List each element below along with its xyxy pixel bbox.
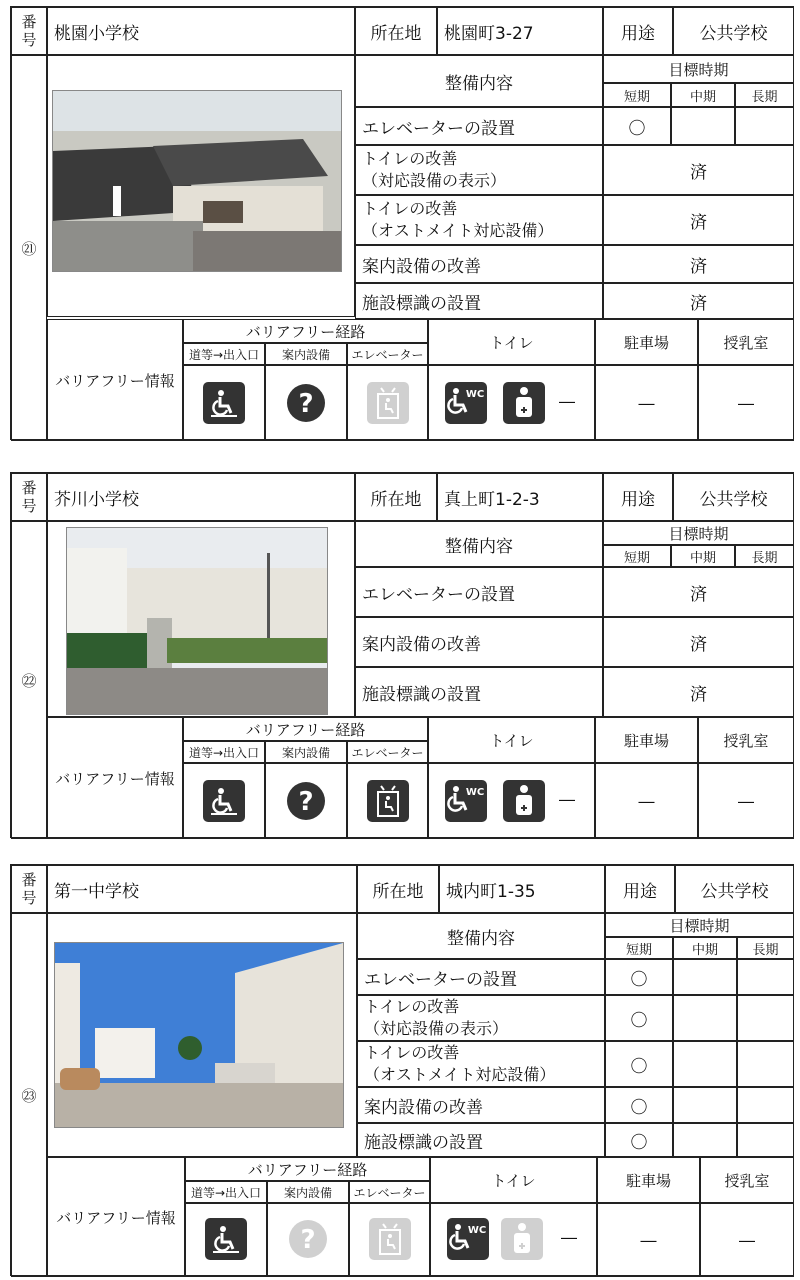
school-photo bbox=[54, 942, 344, 1128]
work-header: 整備内容 bbox=[355, 55, 603, 107]
wheelchair-icon bbox=[203, 382, 245, 424]
work-item: エレベーターの設置 bbox=[355, 107, 603, 145]
photo-frame bbox=[47, 55, 355, 317]
work-item: トイレの改善 （オストメイト対応設備） bbox=[355, 195, 603, 245]
bf-info-label: バリアフリー情報 bbox=[47, 717, 183, 839]
facility-name: 第一中学校 bbox=[47, 865, 357, 913]
use-label: 用途 bbox=[603, 7, 673, 55]
work-item: トイレの改善 （対応設備の表示） bbox=[357, 995, 605, 1041]
toilet-dash: ― bbox=[561, 1228, 577, 1247]
wheelchair-icon bbox=[205, 1218, 247, 1260]
location-label: 所在地 bbox=[355, 473, 437, 521]
location-value: 桃園町3-27 bbox=[437, 7, 603, 55]
done-mark: 済 bbox=[603, 283, 794, 319]
toilet-dash: ― bbox=[559, 790, 575, 809]
location-label: 所在地 bbox=[355, 7, 437, 55]
guide-cell bbox=[265, 763, 347, 839]
ostomate-icon bbox=[503, 382, 545, 424]
target-header: 目標時期 bbox=[603, 521, 794, 545]
facility-name: 桃園小学校 bbox=[47, 7, 355, 55]
elevator-header: エレベーター bbox=[349, 1181, 430, 1203]
use-value: 公共学校 bbox=[675, 865, 794, 913]
work-item: 案内設備の改善 bbox=[355, 617, 603, 667]
short-mark: 〇 bbox=[605, 995, 673, 1041]
number-label: 番 号 bbox=[11, 473, 47, 521]
short-mark: 〇 bbox=[605, 1041, 673, 1087]
toilet-cell bbox=[430, 1203, 597, 1277]
short-mark: 〇 bbox=[605, 959, 673, 995]
short-header: 短期 bbox=[605, 937, 673, 959]
mid-mark bbox=[673, 995, 737, 1041]
nursing-header: 授乳室 bbox=[700, 1157, 794, 1203]
done-mark: 済 bbox=[603, 617, 794, 667]
guide-header: 案内設備 bbox=[267, 1181, 349, 1203]
mid-header: 中期 bbox=[671, 545, 735, 567]
long-mark bbox=[737, 1123, 794, 1157]
mid-mark bbox=[673, 959, 737, 995]
done-mark: 済 bbox=[603, 567, 794, 617]
question-icon bbox=[287, 1218, 329, 1260]
route-header: バリアフリー経路 bbox=[183, 319, 428, 343]
mid-mark bbox=[673, 1123, 737, 1157]
toilet-header: トイレ bbox=[428, 717, 595, 763]
use-label: 用途 bbox=[603, 473, 673, 521]
elevator-cell bbox=[347, 365, 428, 441]
number-label: 番 号 bbox=[11, 7, 47, 55]
use-label: 用途 bbox=[605, 865, 675, 913]
school-photo bbox=[52, 90, 342, 272]
road-cell bbox=[183, 763, 265, 839]
work-item: 施設標識の設置 bbox=[355, 667, 603, 717]
long-mark bbox=[737, 959, 794, 995]
bf-info-label: バリアフリー情報 bbox=[47, 319, 183, 441]
done-mark: 済 bbox=[603, 195, 794, 245]
ostomate-icon bbox=[501, 1218, 543, 1260]
facility-card-22 bbox=[10, 472, 794, 838]
elevator-header: エレベーター bbox=[347, 343, 428, 365]
photo-frame bbox=[47, 913, 357, 1157]
done-mark: 済 bbox=[603, 145, 794, 195]
elevator-icon bbox=[369, 1218, 411, 1260]
toilet-cell bbox=[428, 365, 595, 441]
long-header: 長期 bbox=[737, 937, 794, 959]
facility-card-23 bbox=[10, 864, 794, 1276]
work-item: 案内設備の改善 bbox=[357, 1087, 605, 1123]
done-mark: 済 bbox=[603, 667, 794, 717]
bf-info-label: バリアフリー情報 bbox=[47, 1157, 185, 1277]
parking-value: ― bbox=[595, 365, 698, 441]
record-number: ㉒ bbox=[11, 521, 47, 839]
mid-header: 中期 bbox=[671, 83, 735, 107]
svg-text:WC: WC bbox=[465, 389, 485, 400]
work-item: エレベーターの設置 bbox=[357, 959, 605, 995]
toilet-header: トイレ bbox=[428, 319, 595, 365]
short-mark: 〇 bbox=[603, 107, 671, 145]
toilet-cell bbox=[428, 763, 595, 839]
long-mark bbox=[737, 1041, 794, 1087]
work-item: 施設標識の設置 bbox=[355, 283, 603, 319]
guide-header: 案内設備 bbox=[265, 741, 347, 763]
use-value: 公共学校 bbox=[673, 7, 794, 55]
accessible-toilet-icon bbox=[445, 780, 487, 822]
ostomate-icon bbox=[503, 780, 545, 822]
school-photo bbox=[66, 527, 328, 715]
nursing-value: ― bbox=[700, 1203, 794, 1277]
record-number: ㉑ bbox=[11, 55, 47, 441]
location-value: 城内町1-35 bbox=[439, 865, 605, 913]
parking-header: 駐車場 bbox=[595, 319, 698, 365]
nursing-header: 授乳室 bbox=[698, 319, 794, 365]
route-header: バリアフリー経路 bbox=[185, 1157, 430, 1181]
road-header: 道等→出入口 bbox=[185, 1181, 267, 1203]
photo-frame bbox=[47, 521, 355, 717]
facility-card-21 bbox=[10, 6, 794, 440]
work-item: トイレの改善 （オストメイト対応設備） bbox=[357, 1041, 605, 1087]
svg-text:?: ? bbox=[300, 1225, 316, 1255]
parking-header: 駐車場 bbox=[595, 717, 698, 763]
mid-mark bbox=[673, 1087, 737, 1123]
target-header: 目標時期 bbox=[603, 55, 794, 83]
work-header: 整備内容 bbox=[357, 913, 605, 959]
parking-value: ― bbox=[595, 763, 698, 839]
elevator-cell bbox=[347, 763, 428, 839]
mid-mark bbox=[673, 1041, 737, 1087]
guide-header: 案内設備 bbox=[265, 343, 347, 365]
wheelchair-icon bbox=[203, 780, 245, 822]
number-label: 番 号 bbox=[11, 865, 47, 913]
short-mark: 〇 bbox=[605, 1087, 673, 1123]
facility-name: 芥川小学校 bbox=[47, 473, 355, 521]
guide-cell bbox=[265, 365, 347, 441]
location-label: 所在地 bbox=[357, 865, 439, 913]
work-item: 施設標識の設置 bbox=[357, 1123, 605, 1157]
toilet-header: トイレ bbox=[430, 1157, 597, 1203]
accessible-toilet-icon bbox=[447, 1218, 489, 1260]
nursing-header: 授乳室 bbox=[698, 717, 794, 763]
long-mark bbox=[737, 995, 794, 1041]
elevator-icon bbox=[367, 382, 409, 424]
svg-text:?: ? bbox=[298, 389, 314, 419]
work-item: トイレの改善 （対応設備の表示） bbox=[355, 145, 603, 195]
long-mark bbox=[735, 107, 794, 145]
short-header: 短期 bbox=[603, 545, 671, 567]
work-item: 案内設備の改善 bbox=[355, 245, 603, 283]
nursing-value: ― bbox=[698, 763, 794, 839]
question-icon bbox=[285, 382, 327, 424]
toilet-dash: ― bbox=[559, 392, 575, 411]
mid-mark bbox=[671, 107, 735, 145]
road-header: 道等→出入口 bbox=[183, 741, 265, 763]
elevator-header: エレベーター bbox=[347, 741, 428, 763]
elevator-icon bbox=[367, 780, 409, 822]
road-cell bbox=[185, 1203, 267, 1277]
done-mark: 済 bbox=[603, 245, 794, 283]
parking-header: 駐車場 bbox=[597, 1157, 700, 1203]
location-value: 真上町1-2-3 bbox=[437, 473, 603, 521]
svg-text:?: ? bbox=[298, 787, 314, 817]
target-header: 目標時期 bbox=[605, 913, 794, 937]
long-header: 長期 bbox=[735, 83, 794, 107]
work-header: 整備内容 bbox=[355, 521, 603, 567]
long-header: 長期 bbox=[735, 545, 794, 567]
short-header: 短期 bbox=[603, 83, 671, 107]
road-header: 道等→出入口 bbox=[183, 343, 265, 365]
short-mark: 〇 bbox=[605, 1123, 673, 1157]
nursing-value: ― bbox=[698, 365, 794, 441]
parking-value: ― bbox=[597, 1203, 700, 1277]
question-icon bbox=[285, 780, 327, 822]
elevator-cell bbox=[349, 1203, 430, 1277]
road-cell bbox=[183, 365, 265, 441]
long-mark bbox=[737, 1087, 794, 1123]
svg-text:WC: WC bbox=[467, 1225, 487, 1236]
work-item: エレベーターの設置 bbox=[355, 567, 603, 617]
guide-cell bbox=[267, 1203, 349, 1277]
accessible-toilet-icon bbox=[445, 382, 487, 424]
use-value: 公共学校 bbox=[673, 473, 794, 521]
route-header: バリアフリー経路 bbox=[183, 717, 428, 741]
mid-header: 中期 bbox=[673, 937, 737, 959]
record-number: ㉓ bbox=[11, 913, 47, 1277]
svg-text:WC: WC bbox=[465, 787, 485, 798]
